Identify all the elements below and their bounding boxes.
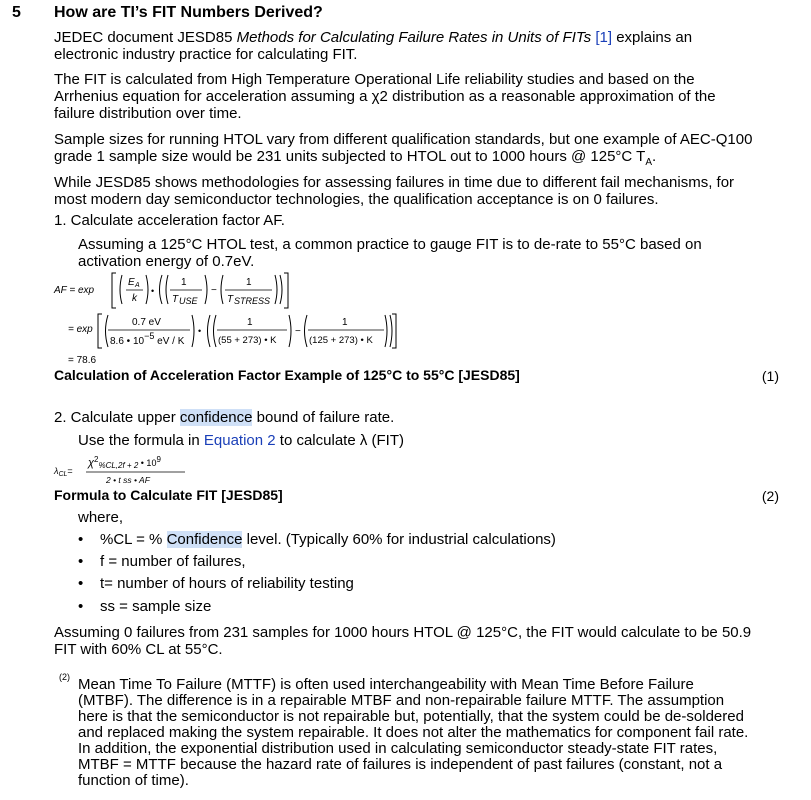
step2-use-b: to calculate λ (FIT)	[275, 432, 404, 449]
eq1-lhs: AF = exp	[54, 285, 95, 296]
eq1-caption: Calculation of Acceleration Factor Example of 125°C to 55°C [JESD85]	[54, 367, 520, 383]
eq1-tuse: T	[172, 294, 179, 305]
p2-line3: failure distribution over time.	[54, 105, 242, 122]
p4-line1: While JESD85 shows methodologies for assessing failures in time due to different fail mechanisms, for	[54, 174, 735, 191]
step-2-use-formula	[78, 432, 404, 449]
eq1-l2-minus: −	[295, 326, 301, 337]
eq1-l2-paren	[106, 315, 109, 347]
fit-formula-equation	[50, 452, 210, 488]
eq1-l2-paren2	[208, 315, 211, 347]
eq2-number: (2)	[761, 488, 779, 504]
eq1-k: k	[132, 293, 137, 304]
eq1-one-b: 1	[246, 277, 252, 288]
eq2-lhs: $\lambda_{CL}=$	[54, 466, 73, 478]
eq1-paren	[120, 275, 122, 304]
step2-label-a: 2. Calculate upper	[54, 409, 180, 426]
eq2-caption: Formula to Calculate FIT [JESD85]	[54, 487, 283, 503]
acceleration-factor-equation	[50, 268, 410, 368]
eq2-numerator: $\chi^2_{\%CL,2f + 2}$ • $10^9$	[88, 455, 161, 470]
eq1-result: = 78.6	[68, 355, 97, 366]
list-item: • t= number of hours of reliability testing	[78, 575, 354, 592]
eq1-ea-sub: A	[135, 282, 140, 289]
p3-line2: grade 1 sample size would be 231 units subjected to HTOL out to 1000 hours @ 125°C T	[54, 148, 646, 165]
eq1-paren4	[205, 275, 207, 304]
fn-line6: MTBF = MTTF because the hazard rate of failures is independent of past failures (constant, not a	[78, 756, 723, 773]
step1-desc-line1: Assuming a 125°C HTOL test, a common practice to gauge FIT is to de-rate to 55°C based on	[78, 236, 702, 253]
list-item: • f = number of failures,	[78, 553, 246, 570]
eq1-den: 8.6 • 10−5 eV / K	[110, 331, 185, 347]
bullet1-a: %CL = %	[100, 531, 167, 548]
eq1-l2-one-a: 1	[247, 317, 253, 328]
eq1-bracket-open	[112, 273, 116, 308]
eq1-line2-lhs: = exp	[68, 324, 93, 335]
step-1-label: 1. Calculate acceleration factor AF.	[54, 212, 285, 229]
eq1-one-a: 1	[181, 277, 187, 288]
p1-doc-title: Methods for Calculating Failure Rates in Units of FITs	[236, 29, 592, 46]
paragraph-sample-sizes	[54, 131, 794, 171]
eq1-l2-dot: •	[198, 326, 202, 336]
p5-line1: Assuming 0 failures from 231 samples for 1000 hours HTOL @ 125°C, the FIT would calculate to be 50.9	[54, 624, 752, 641]
step1-desc-line2: activation energy of 0.7eV.	[78, 253, 255, 270]
eq1-t1: (55 + 273) • K	[218, 335, 277, 346]
fn-line2: (MTBF). The difference is in a repairable MTBF and non-repairable failure MTTF. The assumption	[78, 692, 725, 709]
fn-line1: Mean Time To Failure (MTTF) is often used interchangeability with Mean Time Before Failure	[78, 676, 694, 693]
eq1-paren7	[280, 275, 282, 304]
p1-text-b: explains an	[612, 29, 693, 46]
p2-line1: The FIT is calculated from High Temperature Operational Life reliability studies and based on the	[54, 71, 695, 88]
eq1-l2-paren4	[289, 315, 291, 347]
footnote-marker: (2)	[59, 672, 70, 682]
eq1-tstress-sub: STRESS	[234, 296, 271, 306]
fn-line4: and replaced making the system repairable. It does not alter the mathematics for component fail rate.	[78, 724, 749, 741]
paragraph-fit-calc	[54, 71, 794, 122]
where-label: where,	[78, 509, 124, 526]
p1-text-a: JEDEC document JESD85	[54, 29, 237, 46]
paragraph-jesd85	[54, 174, 794, 208]
eq2-denominator: 2 • t ss • AF	[106, 475, 150, 485]
fn-line3: here is that the semiconductor is not repairable but, potentially, that the system could be de-soldered	[78, 708, 744, 725]
section-number: 5	[12, 4, 21, 21]
eq1-l2-paren6	[385, 315, 387, 347]
eq1-num: 0.7 eV	[132, 317, 161, 328]
eq1-minus: −	[211, 285, 217, 296]
list-item: • %CL = % Confidence level. (Typically 60% for industrial calculations)	[78, 531, 556, 548]
p3-period: .	[651, 148, 657, 165]
bullet1-b: level. (Typically 60% for industrial calculations)	[242, 531, 556, 548]
eq1-l2-paren5	[305, 315, 308, 347]
eq1-t2: (125 + 273) • K	[309, 335, 373, 346]
p5-line2: FIT with 60% CL at 55°C.	[54, 641, 223, 658]
bullet2: f = number of failures,	[100, 553, 246, 570]
eq1-paren3	[166, 275, 168, 304]
p2-line2: Arrhenius equation for acceleration assuming a χ2 distribution as a reasonable approximation of the	[54, 88, 716, 105]
paragraph-jedec	[54, 29, 794, 63]
equation-2-link[interactable]: Equation 2	[203, 432, 276, 449]
bullet3: t= number of hours of reliability testing	[100, 575, 354, 592]
eq1-tuse-sub: USE	[179, 296, 198, 306]
list-item: • ss = sample size	[78, 598, 212, 615]
eq1-l2-paren7	[390, 315, 392, 347]
eq1-number: (1)	[761, 368, 779, 384]
eq1-paren6	[275, 275, 277, 304]
eq1-ea: E	[128, 277, 135, 288]
eq1-l2-one-b: 1	[342, 317, 348, 328]
step-1-description	[78, 236, 794, 270]
p4-line2: most modern day semiconductor technologies, the qualification acceptance is on 0 failures.	[54, 191, 659, 208]
step2-highlight: confidence	[179, 409, 253, 426]
p3-subscript: A	[645, 157, 652, 168]
step-2-label	[54, 409, 394, 426]
eq1-l2-paren3	[214, 315, 217, 347]
section-title: How are TI’s FIT Numbers Derived?	[54, 4, 323, 21]
eq1-l2-paren-close	[192, 315, 194, 347]
fn-line7: function of time).	[78, 772, 189, 789]
step2-label-b: bound of failure rate.	[252, 409, 395, 426]
eq1-tstress: T	[227, 294, 234, 305]
eq1-bracket-close	[284, 273, 288, 308]
eq1-l2-bracket-open	[98, 314, 102, 348]
eq1-paren5	[221, 275, 223, 304]
p1-line2: electronic industry practice for calculating FIT.	[54, 46, 358, 63]
footnote-text	[78, 677, 794, 789]
reference-link-1[interactable]: [1]	[595, 29, 613, 46]
p3-line1: Sample sizes for running HTOL vary from different qualification standards, but one example of AEC-Q100	[54, 131, 753, 148]
fn-line5: In addition, the exponential distribution used in calculating semiconductor steady-state FIT rates,	[78, 740, 718, 757]
eq1-l2-bracket-close	[392, 314, 396, 348]
eq1-paren2	[160, 275, 163, 304]
paragraph-result	[54, 624, 794, 658]
eq1-paren-close	[146, 275, 148, 304]
eq1-dot: •	[151, 286, 155, 296]
step2-use-a: Use the formula in	[78, 432, 204, 449]
bullet1-highlight: Confidence	[166, 531, 243, 548]
bullet4: ss = sample size	[100, 598, 212, 615]
